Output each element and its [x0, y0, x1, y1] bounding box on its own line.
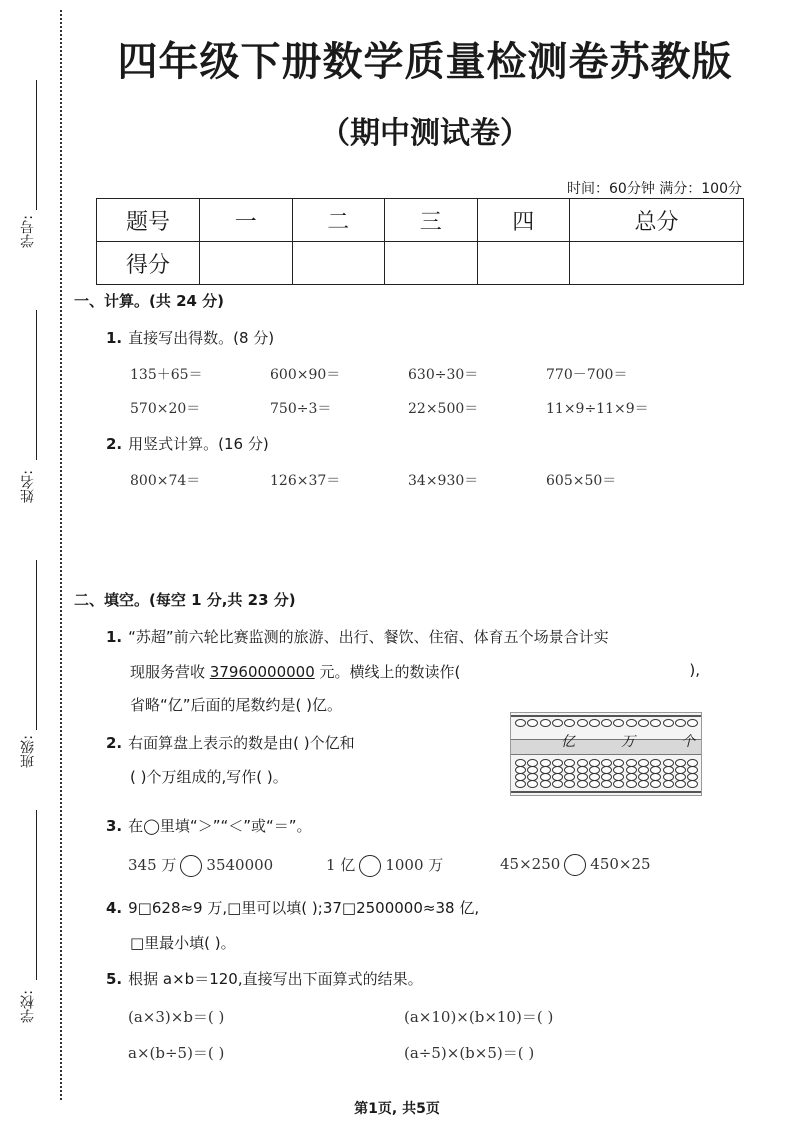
s2-q1	[106, 626, 609, 647]
score-header-cell: 二	[292, 199, 385, 242]
calc-item: 770－700＝	[546, 367, 628, 383]
score-cell[interactable]	[570, 242, 744, 285]
abacus-label: 万	[621, 734, 635, 750]
abacus-bead	[552, 719, 563, 727]
compare-left: 345 万	[128, 856, 177, 874]
q-text: 右面算盘上表示的数是由( )个亿和	[128, 734, 355, 752]
abacus-frame	[511, 715, 701, 717]
s2-q1-line3: 省略“亿”后面的尾数约是( )亿。	[130, 696, 343, 714]
calc-item: 570×20＝	[130, 401, 201, 417]
compare-circle[interactable]	[180, 855, 202, 877]
q-text: 用竖式计算。(16 分)	[128, 435, 269, 453]
q-number: 2.	[106, 734, 123, 752]
compare-circle[interactable]	[564, 854, 586, 876]
compare-circle[interactable]	[359, 855, 381, 877]
q-text: 直接写出得数。(8 分)	[128, 329, 275, 347]
calc-item: 630÷30＝	[408, 367, 479, 383]
name-label: 姓名:	[20, 470, 36, 503]
q-number: 3.	[106, 817, 123, 835]
abacus-bead	[663, 719, 674, 727]
abacus-bead	[638, 780, 649, 788]
abacus-bead	[540, 719, 551, 727]
s1-q2	[106, 433, 269, 454]
score-header-cell: 四	[477, 199, 570, 242]
q-text: 在◯里填“＞”“＜”或“＝”。	[128, 817, 312, 835]
text-fragment: ),	[689, 661, 700, 679]
abacus-bead	[687, 780, 698, 788]
binding-dotted-line	[60, 10, 62, 1100]
abacus-bead	[613, 719, 624, 727]
compare-item	[128, 854, 273, 877]
school-line	[36, 810, 37, 980]
score-table	[96, 198, 744, 285]
compare-right: 3540000	[206, 856, 274, 874]
calc-item: 135＋65＝	[130, 367, 203, 383]
abacus-beam	[511, 739, 701, 755]
abacus-image	[510, 712, 702, 796]
calc-item: 11×9÷11×9＝	[546, 401, 649, 417]
score-header-cell: 总分	[570, 199, 744, 242]
abacus-bead	[663, 780, 674, 788]
abacus-bead	[589, 719, 600, 727]
compare-right: 1000 万	[385, 856, 444, 874]
abacus-bead	[552, 780, 563, 788]
score-header-cell: 题号	[97, 199, 200, 242]
s1-q1	[106, 327, 274, 348]
name-line	[36, 310, 37, 460]
q-text: 9□628≈9 万,□里可以填( );37□2500000≈38 亿,	[128, 899, 480, 917]
student-id-line	[36, 80, 37, 210]
abacus-bead	[515, 719, 526, 727]
expr-item: (a×10)×(b×10)＝( )	[404, 1008, 554, 1026]
score-header-row	[97, 199, 744, 242]
abacus-bead	[687, 719, 698, 727]
page-footer: 第1页, 共5页	[354, 1101, 440, 1117]
s2-q5	[106, 968, 423, 989]
expr-item: a×(b÷5)＝( )	[128, 1044, 225, 1062]
underlined-number: 37960000000	[209, 663, 315, 681]
calc-item: 605×50＝	[546, 473, 617, 489]
student-id-label: 学号:	[20, 215, 36, 248]
abacus-bead	[564, 719, 575, 727]
q-number: 5.	[106, 970, 123, 988]
q-number: 2.	[106, 435, 123, 453]
score-cell[interactable]	[292, 242, 385, 285]
compare-left: 45×250	[500, 855, 561, 873]
abacus-bead	[626, 780, 637, 788]
compare-item	[500, 854, 651, 876]
abacus-frame	[511, 791, 701, 793]
q-number: 4.	[106, 899, 123, 917]
section1-title: 一、计算。(共 24 分)	[74, 292, 225, 310]
score-cell[interactable]	[385, 242, 478, 285]
abacus-bead	[650, 719, 661, 727]
abacus-bead	[527, 780, 538, 788]
q-number: 1.	[106, 329, 123, 347]
section2-title: 二、填空。(每空 1 分,共 23 分)	[74, 591, 296, 609]
abacus-bead	[675, 780, 686, 788]
abacus-bead	[589, 780, 600, 788]
score-header-cell: 三	[385, 199, 478, 242]
expr-item: (a×3)×b＝( )	[128, 1008, 225, 1026]
abacus-label: 亿	[561, 734, 575, 750]
abacus-bead	[527, 719, 538, 727]
calc-item: 34×930＝	[408, 473, 479, 489]
s2-q4-line2: □里最小填( )。	[130, 934, 236, 952]
abacus-bead	[601, 719, 612, 727]
compare-right: 450×25	[590, 855, 651, 873]
abacus-bead	[577, 780, 588, 788]
calc-item: 600×90＝	[270, 367, 341, 383]
score-cell[interactable]	[200, 242, 293, 285]
score-value-row	[97, 242, 744, 285]
compare-item	[326, 854, 443, 877]
abacus-label: 个	[681, 734, 695, 750]
compare-left: 1 亿	[326, 856, 356, 874]
time-info: 时间：60分钟 满分：100分	[567, 181, 742, 197]
calc-item: 800×74＝	[130, 473, 201, 489]
calc-item: 126×37＝	[270, 473, 341, 489]
score-cell[interactable]	[477, 242, 570, 285]
s2-q1-line2	[130, 661, 700, 682]
s2-q2	[106, 732, 355, 753]
abacus-bead	[650, 780, 661, 788]
page-subtitle: （期中测试卷）	[320, 116, 530, 151]
abacus-bead	[626, 719, 637, 727]
calc-item: 22×500＝	[408, 401, 479, 417]
abacus-bead	[675, 719, 686, 727]
class-line	[36, 560, 37, 730]
abacus-bead	[601, 780, 612, 788]
q-text: “苏超”前六轮比赛监测的旅游、出行、餐饮、住宿、体育五个场景合计实	[128, 628, 609, 646]
q-text: 根据 a×b＝120,直接写出下面算式的结果。	[128, 970, 423, 988]
s2-q3	[106, 815, 312, 836]
s2-q4	[106, 897, 479, 918]
school-label: 学校:	[20, 990, 36, 1023]
abacus-bead	[613, 780, 624, 788]
abacus-bead	[577, 719, 588, 727]
text-fragment: 现服务营收	[130, 663, 210, 681]
expr-item: (a÷5)×(b×5)＝( )	[404, 1044, 535, 1062]
calc-item: 750÷3＝	[270, 401, 332, 417]
class-label: 班级:	[20, 735, 36, 768]
s2-q2-line2: ( )个万组成的,写作( )。	[130, 768, 288, 786]
abacus-bead	[638, 719, 649, 727]
text-fragment: 元。横线上的数读作(	[314, 663, 461, 681]
q-number: 1.	[106, 628, 123, 646]
abacus-bead	[540, 780, 551, 788]
abacus-bead	[564, 780, 575, 788]
abacus-bead	[515, 780, 526, 788]
page-title: 四年级下册数学质量检测卷苏教版	[117, 39, 733, 85]
score-row-label: 得分	[97, 242, 200, 285]
score-header-cell: 一	[200, 199, 293, 242]
